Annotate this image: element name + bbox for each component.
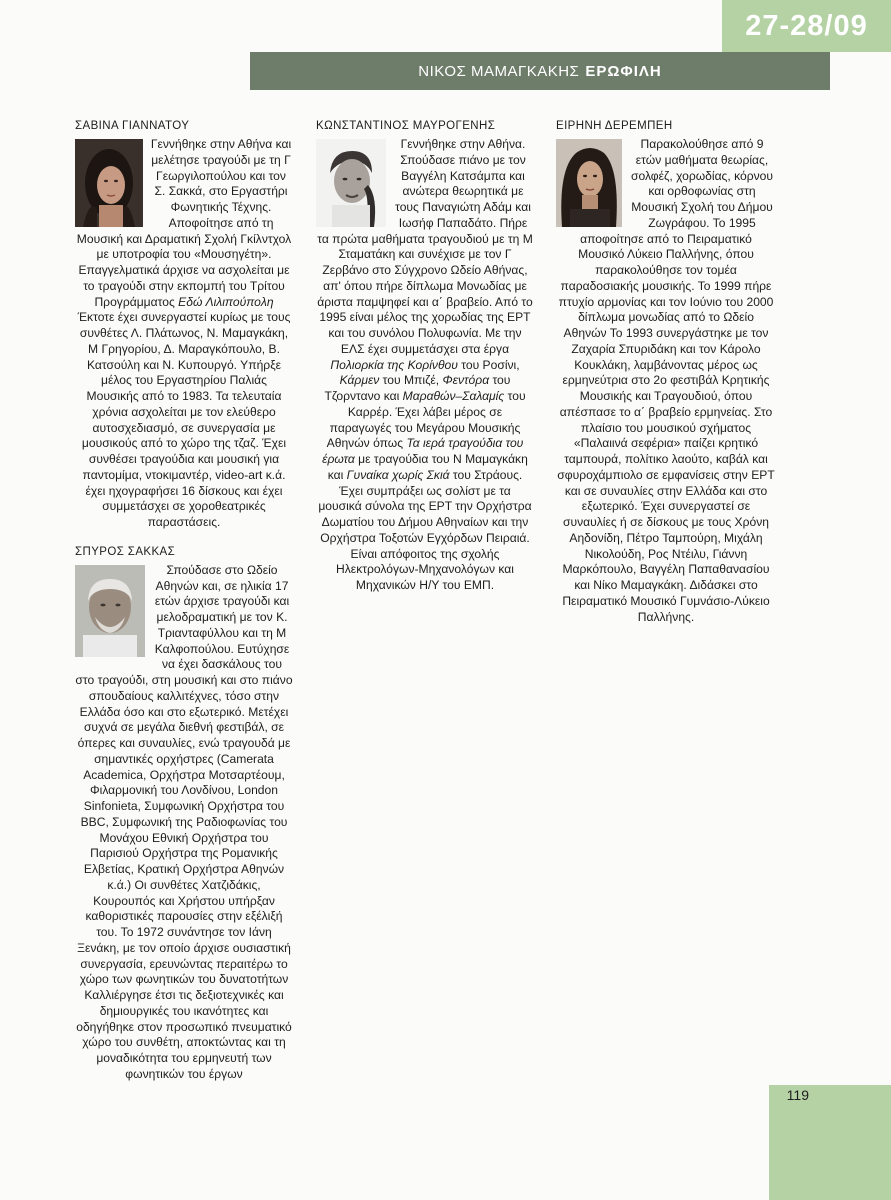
header-work-title: ΕΡΩΦΙΛΗ [585, 62, 662, 80]
bio-text: Γεννήθηκε στην Αθήνα και μελέτησε τραγούδι με τη Γ Γεωργιλοπούλου και τον Σ. Σακκά, στο Εργαστήρι Φωνητικής Τέχνης. Αποφοίτησε από τη Μουσική και Δραματική Σχολή Γκίλντχολ με υποτροφία του «Μουσηγέτη». Επαγγελματικά άρχισε να ασχολείται με το τραγούδι στην εκπομπή του Τρίτου Προγράμματος Εδώ Λιλιπούπολη Έκτοτε έχει συνεργαστεί κυρίως με τους συνθέτες Λ. Πλάτωνος, Ν. Μαμαγκάκη, Μ Γρηγορίου, Δ. Μαραγκόπουλο, Β. Κατσούλη και Ν. Κυπουργό. Υπήρξε μέλος του Εργαστηρίου Παλιάς Μουσικής από το 1983. Τα τελευταία χρόνια ασχολείται με τον ελεύθερο αυτοσχεδιασμό, σε συνεργασία με μουσικούς από το χώρο της τζαζ. Έχει συνθέσει τραγούδια και μουσική για παντομίμα, ντοκιμαντέρ, video-art κ.ά. έχει ηχογραφήσει 16 δίσκους και έχει συμμετάσχει σε χοροθεατρικές παραστάσεις. [76, 137, 292, 529]
bio-text: Παρακολούθησε από 9 ετών μαθήματα θεωρίας, σολφέζ, χορωδίας, κόρνου και ορθοφωνίας στη Μουσική Σχολή του Δήμου Ζωγράφου. Το 1995 αποφοίτησε από το Πειραματικό Μουσικό Λύκειο Παλλήνης, όπου παρακολούθησε τον τομέα παραδοσιακής μουσικής. Το 1999 πήρε πτυχίο αρμονίας και τον Ιούνιο του 2000 δίπλωμα μονωδίας από το Ωδείο Αθηνών Το 1993 συνεργάστηκε με τον Ζαχαρία Σπυριδάκη και τον Κάρολο Κουκλάκη, λαμβάνοντας μέρος ως ερμηνεύτρια στο 2ο φεστιβάλ Κρητικής Μουσικής και Τραγουδιού, όπου απέσπασε το α΄ βραβείο ερμηνείας. Στο πλαίσιο του μουσικού σχήματος «Παλαιινά σεφέρια» παίζει κρητικό ταμπουρά, πολίτικο λαούτο, καβάλ και σφυροχάμπιολο σε εμφανίσεις στην ΕΡΤ και σε συναυλίες στην Ελλάδα και στο εξωτερικό. Έχει συνεργαστεί σε συναυλίες ή σε δίσκους με τους Χρόνη Αηδονίδη, Πέτρο Ταμπούρη, Μιχάλη Νικολούδη, Ρος Ντέιλυ, Γιάννη Μαρκόπουλο, Βαγγέλη Παπαθανασίου και Νίκο Μαμαγκάκη. Διδάσκει στο Πειραματικό Μουσικό Γυμνάσιο-Λύκειο Παλλήνης. [557, 137, 775, 624]
header-bar [250, 52, 830, 90]
person-name: ΚΩΝΣΤΑΝΤΙΝΟΣ ΜΑΥΡΟΓΕΝΗΣ [316, 120, 496, 132]
page-number: 119 [786, 1087, 809, 1103]
person-name: ΣΠΥΡΟΣ ΣΑΚΚΑΣ [75, 545, 176, 558]
bio-savina [75, 119, 293, 531]
issue-number: 27-28/09 [745, 9, 868, 42]
column-left [75, 119, 293, 1083]
portrait-photo [75, 565, 145, 657]
portrait-photo [316, 139, 386, 227]
bio-text: Γεννήθηκε στην Αθήνα. Σπούδασε πιάνο με τον Βαγγέλη Κατσάμπα και ανώτερα θεωρητικά με τους Παναγιώτη Αδάμ και Ιωσήφ Παπαδάτο. Πήρε τα πρώτα μαθήματα τραγουδιού με τη Μ Σταματάκη και συνέχισε με τον Γ Ζερβάνο στο Σύγχρονο Ωδείο Αθήνας, απ' όπου πήρε δίπλωμα Μονωδίας με άριστα παμψηφεί και α΄ βραβείο. Από το 1995 είναι μέλος της χορωδίας της ΕΡΤ και του συνόλου Πολυφωνία. Με την ΕΛΣ έχει συμμετάσχει στα έργα Πολιορκία της Κορίνθου του Ροσίνι, Κάρμεν του Μπιζέ, Φεντόρα του Τζορντανο και Μαραθών–Σαλαμίς του Καρρέρ. Έχει λάβει μέρος σε παραγωγές του Μεγάρου Μουσικής Αθηνών όπως Τα ιερά τραγούδια του έρωτα με τραγούδια του Ν Μαμαγκάκη και Γυναίκα χωρίς Σκιά του Στράους. Έχει συμπράξει ως σολίστ με τα μουσικά σύνολα της ΕΡΤ την Ορχήστρα Δωματίου του Δήμου Αθηναίων και την Ορχήστρα Τοξοτών Εγχόρδων Πειραιά. Είναι απόφοιτος της σχολής Ηλεκτρολόγων-Μηχανολόγων και Μηχανικών Η/Υ του ΕΜΠ. [317, 137, 533, 592]
portrait-photo [75, 139, 143, 227]
bio-spyros [75, 545, 293, 1083]
person-name: ΕΙΡΗΝΗ ΔΕΡΕΜΠΕΗ [556, 120, 673, 132]
header-author: ΝΙΚΟΣ ΜΑΜΑΓΚΑΚΗΣ [418, 62, 580, 80]
portrait-photo [556, 139, 622, 227]
column-middle [316, 119, 534, 594]
bio-text: Σπούδασε στο Ωδείο Αθηνών και, σε ηλικία 17 ετών άρχισε τραγούδι και μελοδραματική με τον Κ. Τριανταφύλλου και τη Μ Καλφοπούλου. Ευτύχησε να έχει δασκάλους του στο τραγούδι, στη μουσική και στο πιάνο σπουδαίους καλλιτέχνες, τόσο στην Ελλάδα όσο και στο εξωτερικό. Μετέχει συχνά σε μεγάλα διεθνή φεστιβάλ, σε όπερες και συναυλίες, ενώ τραγουδά με σημαντικές ορχήστρες (Camerata Academica, Ορχήστρα Μοτσαρτέουμ, Φιλαρμονική του Λονδίνου, London Sinfonieta, Συμφωνική Ορχήστρα του BBC, Συμφωνική της Ραδιοφωνίας του Μονάχου Εθνική Ορχήστρα του Παρισιού Ορχήστρα της Ρομανικής Ελβετίας, Κρατική Ορχήστρα Αθηνών κ.ά.) Οι συνθέτες Χατζιδάκις, Κουρουπός και Χρήστου υπήρξαν καθοριστικές παρουσίες στην εξέλιξή του. Το 1972 συνάντησε τον Ιάνη Ξενάκη, με τον οποίο άρχισε ουσιαστική συνεργασία, ερευνώντας περαιτέρω το χώρο των φωνητικών του δυνατοτήτων Καλλιέργησε έτσι τις δεξιοτεχνικές και δημιουργικές του ικανότητες και οδηγήθηκε στον προσωπικό πνευματικό χώρο του συνθέτη, αποκτώντας και τη μοναδικότητα του ερμηνευτή των φωνητικών του έργων [75, 562, 293, 1081]
column-right [556, 119, 776, 625]
issue-number-badge [722, 0, 891, 52]
person-name: ΣΑΒΙΝΑ ΓΙΑΝΝΑΤΟΥ [75, 120, 190, 132]
page-number-badge [769, 1085, 891, 1200]
